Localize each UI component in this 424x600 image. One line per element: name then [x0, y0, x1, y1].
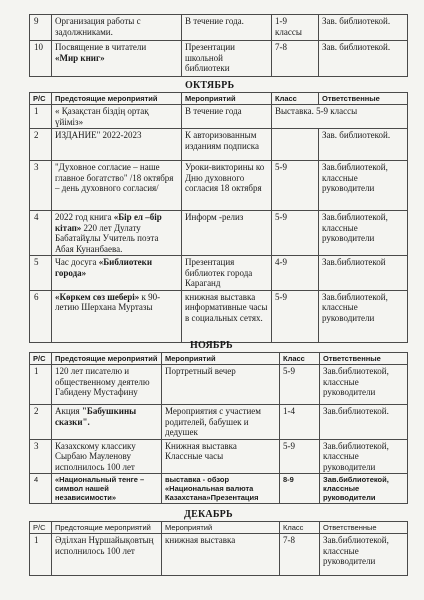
responsible-cell: Зав.библиотекой, классные руководители [320, 534, 408, 576]
class-cell: 7-8 [280, 534, 320, 576]
event-cell: ИЗДАНИЕ" 2022-2023 [52, 129, 182, 161]
class-cell: 8-9 [280, 474, 320, 504]
event-cell: « Қазақстан біздің ортақ үйіміз» [52, 105, 182, 129]
row-number: 10 [30, 41, 52, 77]
row-number: 1 [30, 105, 52, 129]
responsible-cell: Зав.библиотекой, классные руководители [319, 161, 408, 211]
class-cell: 5-9 [272, 211, 319, 256]
header-form: Мероприятий [162, 522, 280, 534]
class-cell: 5-9 [280, 439, 320, 474]
header-responsible: Ответственные [320, 353, 408, 365]
table-row [30, 256, 408, 291]
header-responsible: Ответственные [320, 522, 408, 534]
row-number: 6 [30, 290, 52, 342]
header-event: Предстоящие мероприятий [52, 93, 182, 105]
row-number: 5 [30, 256, 52, 291]
header-event: Предстоящие мероприятий [52, 353, 162, 365]
table-row [30, 290, 408, 342]
december-table [29, 521, 408, 576]
row-number: 1 [30, 534, 52, 576]
responsible-cell: Зав.библиотекой, классные руководители [320, 474, 408, 504]
event-cell: 2022 год книга «Бір ел –бір кітап» 220 лет Дулату Бабатайұлы Учитель поэта Абая Кунанбаева. [52, 211, 182, 256]
row-number: 3 [30, 439, 52, 474]
header-row [30, 522, 408, 534]
event-cell: «Көркем сөз шебері» к 90-летию Шерхана Муртазы [52, 290, 182, 342]
header-responsible: Ответственные [319, 93, 408, 105]
form-cell: Мероприятия с участием родителей, бабушек и дедушек [162, 405, 280, 440]
form-cell: Портретный вечер [162, 365, 280, 405]
responsible-cell: Зав.библиотекой [319, 256, 408, 291]
event-cell: Акция "Бабушкины сказки". [52, 405, 162, 440]
table-row [30, 405, 408, 440]
table-row [30, 129, 408, 161]
october-table [29, 92, 408, 343]
responsible-cell: Зав.библиотекой. [320, 405, 408, 440]
row-number: 2 [30, 405, 52, 440]
table-row [30, 474, 408, 504]
class-cell [272, 129, 319, 161]
class-cell: 1-4 [280, 405, 320, 440]
class-responsible-cell: Выставка. 5-9 классы [272, 105, 408, 129]
responsible-cell: Зав. библиотекой. [319, 41, 408, 77]
table-row [30, 161, 408, 211]
class-cell: 5-9 [280, 365, 320, 405]
table-row [30, 15, 408, 41]
responsible-cell: Зав.библиотекой, классные руководители [319, 290, 408, 342]
responsible-cell: Зав. библиотекой. [319, 129, 408, 161]
class-cell: 1-9 классы [272, 15, 319, 41]
header-row [30, 93, 408, 105]
event-cell: Час досуга «Библиотеки города» [52, 256, 182, 291]
form-cell: Презентации школьной библиотеки [182, 41, 272, 77]
form-cell: В течение года. [182, 15, 272, 41]
table-row [30, 41, 408, 77]
section-title-october: ОКТЯБРЬ [185, 80, 235, 91]
event-cell: "Духовное согласие – наше главное богатство" /18 октября – день духовного согласия/ [52, 161, 182, 211]
class-cell: 4-9 [272, 256, 319, 291]
november-table [29, 352, 408, 504]
event-cell: Казахскому классику Сырбаю Мауленову исполнилось 100 лет [52, 439, 162, 474]
header-form: Мероприятий [162, 353, 280, 365]
form-cell: книжная выставка информативные часы в социальных сетях. [182, 290, 272, 342]
table-row [30, 105, 408, 129]
form-cell: Презентация библиотек города Караганд [182, 256, 272, 291]
form-cell: Информ -релиз [182, 211, 272, 256]
responsible-cell: Зав. библиотекой. [319, 15, 408, 41]
header-class: Класс [272, 93, 319, 105]
table-row [30, 365, 408, 405]
row-number: 4 [30, 474, 52, 504]
form-cell: В течение года [182, 105, 272, 129]
event-cell: 120 лет писателю и общественному деятелю Габидену Мустафину [52, 365, 162, 405]
form-cell: книжная выставка [162, 534, 280, 576]
form-cell: выставка - обзор «Национальная валюта Казахстана»Презентация [162, 474, 280, 504]
header-event: Предстоящие мероприятий [52, 522, 162, 534]
form-cell: К авторизованным изданиям подписка [182, 129, 272, 161]
event-cell: Әділхан Нұршайықовтың исполнилось 100 лет [52, 534, 162, 576]
header-row [30, 353, 408, 365]
table-row [30, 439, 408, 474]
header-pc: Р/С [30, 522, 52, 534]
class-cell: 7-8 [272, 41, 319, 77]
row-number: 1 [30, 365, 52, 405]
header-form: Мероприятий [182, 93, 272, 105]
responsible-cell: Зав.библиотекой, классные руководители [320, 439, 408, 474]
row-number: 2 [30, 129, 52, 161]
row-number: 4 [30, 211, 52, 256]
class-cell: 5-9 [272, 290, 319, 342]
class-cell: 5-9 [272, 161, 319, 211]
event-cell: Посвящение в читатели «Мир книг» [52, 41, 182, 77]
header-pc: Р/С [30, 93, 52, 105]
event-cell: Организация работы с задолжниками. [52, 15, 182, 41]
section-title-december: ДЕКАБРЬ [184, 509, 233, 520]
header-class: Класс [280, 522, 320, 534]
table-row [30, 211, 408, 256]
responsible-cell: Зав.библиотекой, классные руководители [319, 211, 408, 256]
row-number: 3 [30, 161, 52, 211]
row-number: 9 [30, 15, 52, 41]
event-cell: «Национальный тенге – символ нашей независимости» [52, 474, 162, 504]
top-table [29, 14, 408, 77]
section-title-november: НОЯБРЬ [190, 340, 233, 351]
form-cell: Книжная выставка Классные часы [162, 439, 280, 474]
form-cell: Уроки-викторины ко Дню духовного согласия 18 октября [182, 161, 272, 211]
responsible-cell: Зав.библиотекой, классные руководители [320, 365, 408, 405]
table-row [30, 534, 408, 576]
header-pc: Р/С [30, 353, 52, 365]
header-class: Класс [280, 353, 320, 365]
